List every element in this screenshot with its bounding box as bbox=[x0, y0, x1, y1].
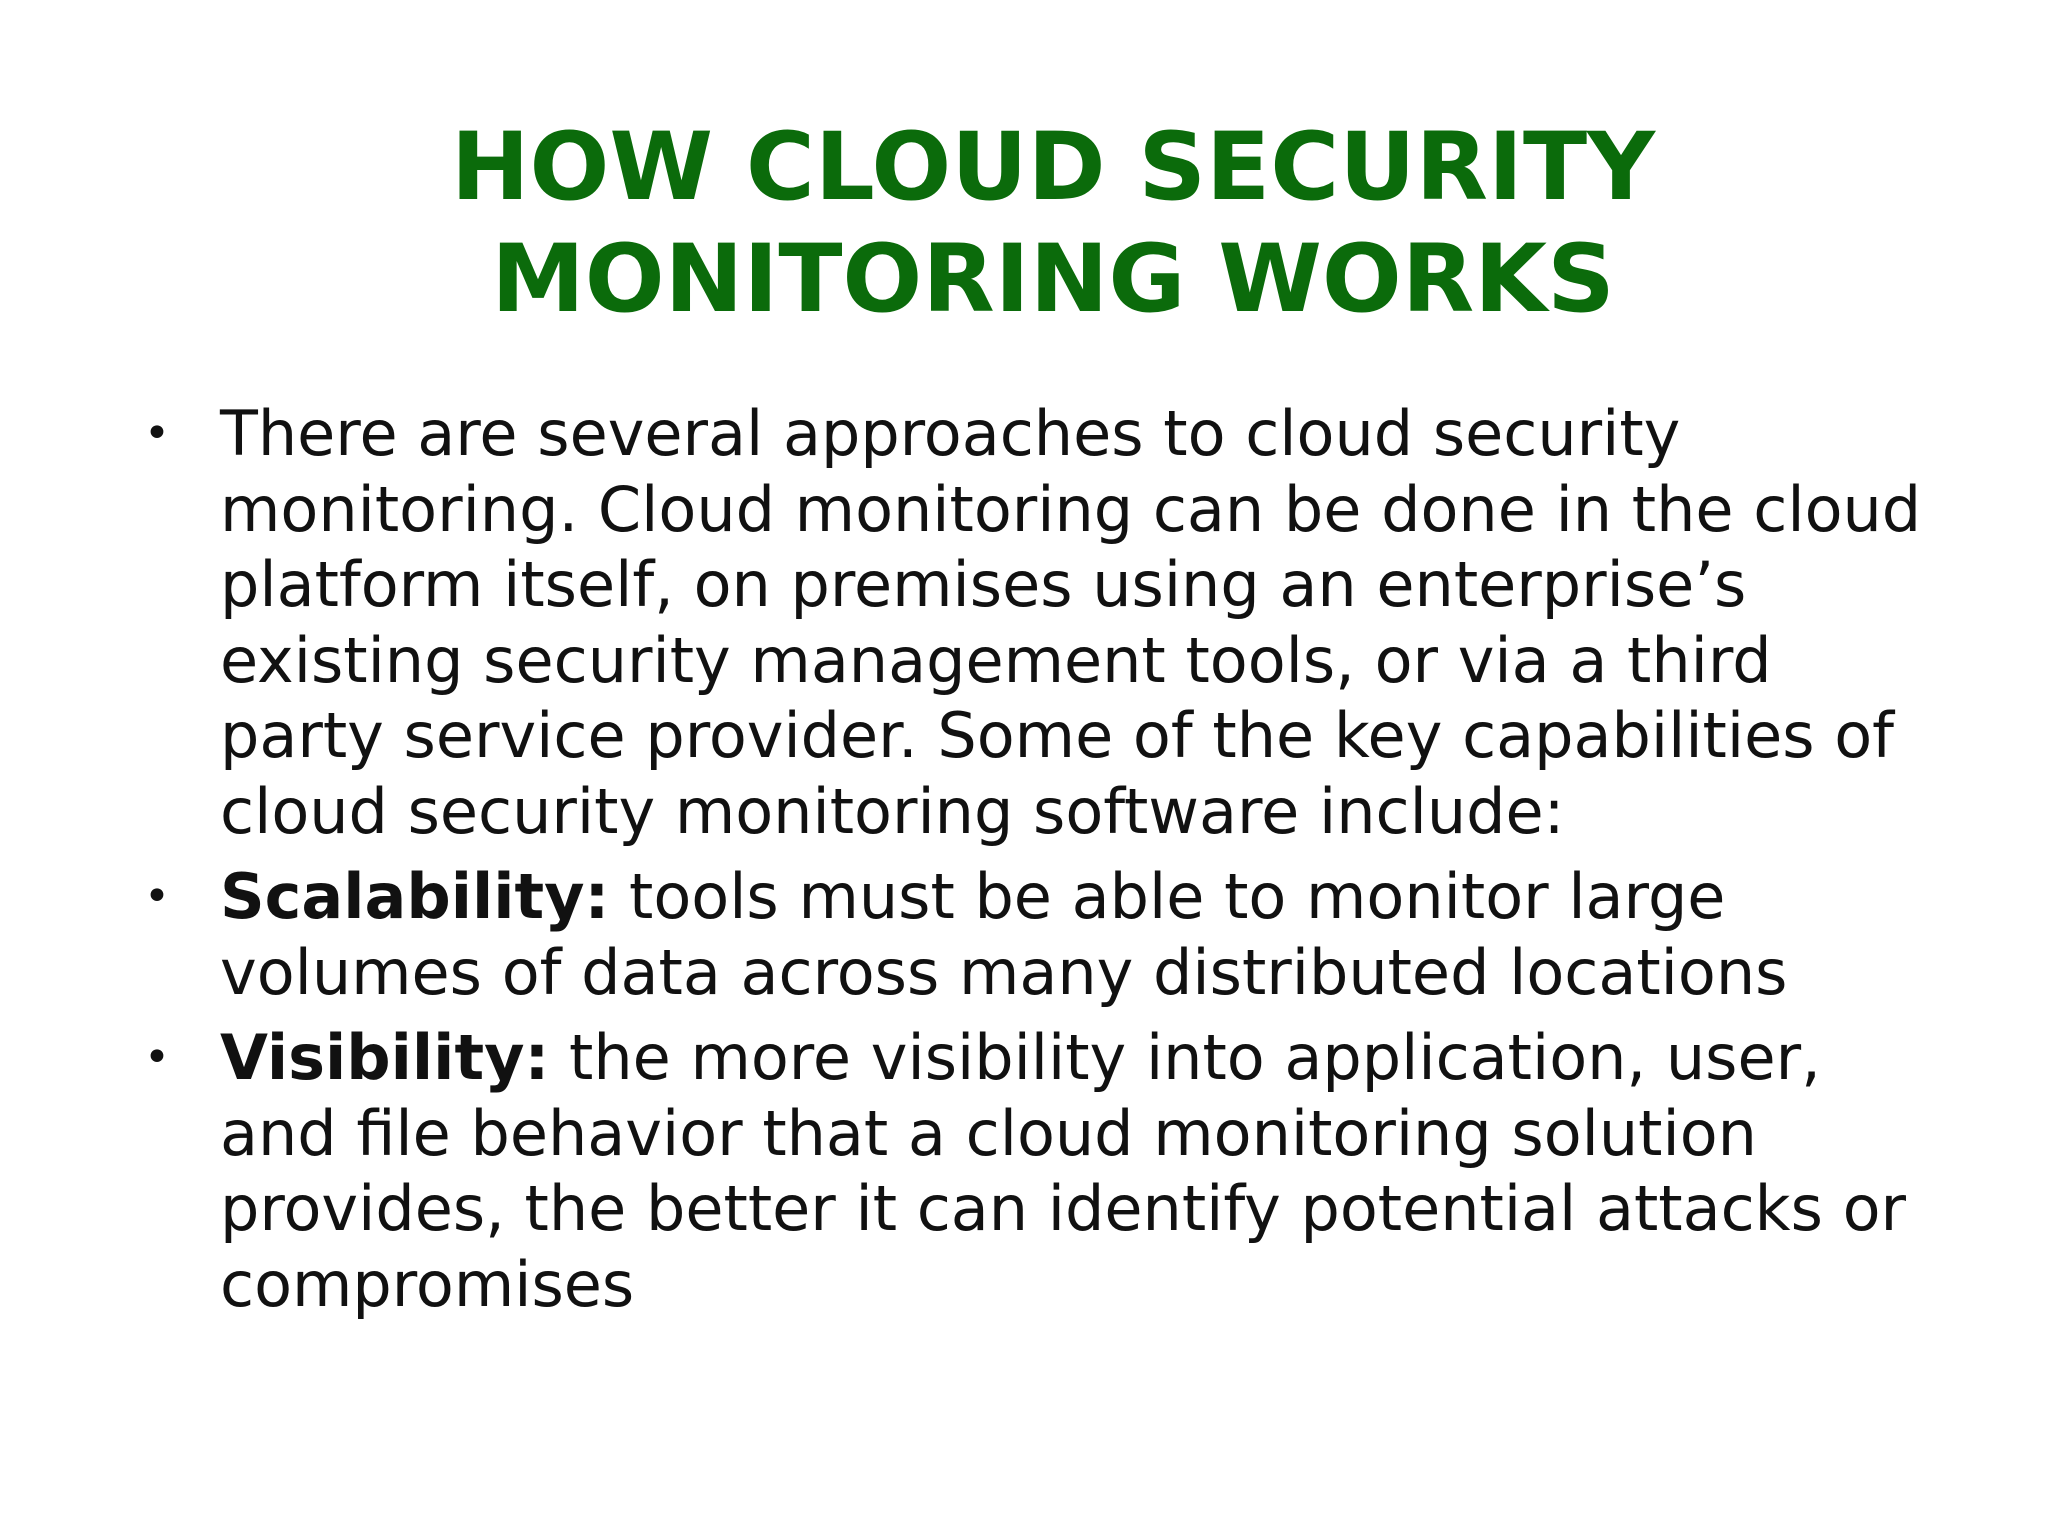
bullet-item-visibility bbox=[132, 1020, 1952, 1322]
title-line-1: HOW CLOUD SECURITY bbox=[450, 113, 1656, 222]
bullet-list bbox=[132, 396, 1952, 1332]
bullet-term: Visibility: bbox=[220, 1021, 550, 1094]
bullet-dot-icon: • bbox=[144, 1032, 170, 1083]
bullet-term: Scalability: bbox=[220, 860, 610, 933]
bullet-dot-icon: • bbox=[144, 408, 170, 459]
bullet-text: tools must be able to monitor large volumes of data across many distributed locations bbox=[220, 860, 1788, 1009]
bullet-item-approaches bbox=[132, 396, 1952, 849]
bullet-text: There are several approaches to cloud security monitoring. Cloud monitoring can be done in the cloud platform itself, on premises using an enterprise’s existing security management tools, or via a third party service provider. Some of the key capabilities of cloud security monitoring software include: bbox=[220, 397, 1922, 848]
slide-title bbox=[200, 112, 1906, 336]
title-line-2: MONITORING WORKS bbox=[491, 225, 1615, 334]
bullet-item-scalability bbox=[132, 859, 1952, 1010]
bullet-text: the more visibility into application, user, and file behavior that a cloud monitoring solution provides, the better it can identify potential attacks or compromises bbox=[220, 1021, 1907, 1321]
bullet-dot-icon: • bbox=[144, 871, 170, 922]
